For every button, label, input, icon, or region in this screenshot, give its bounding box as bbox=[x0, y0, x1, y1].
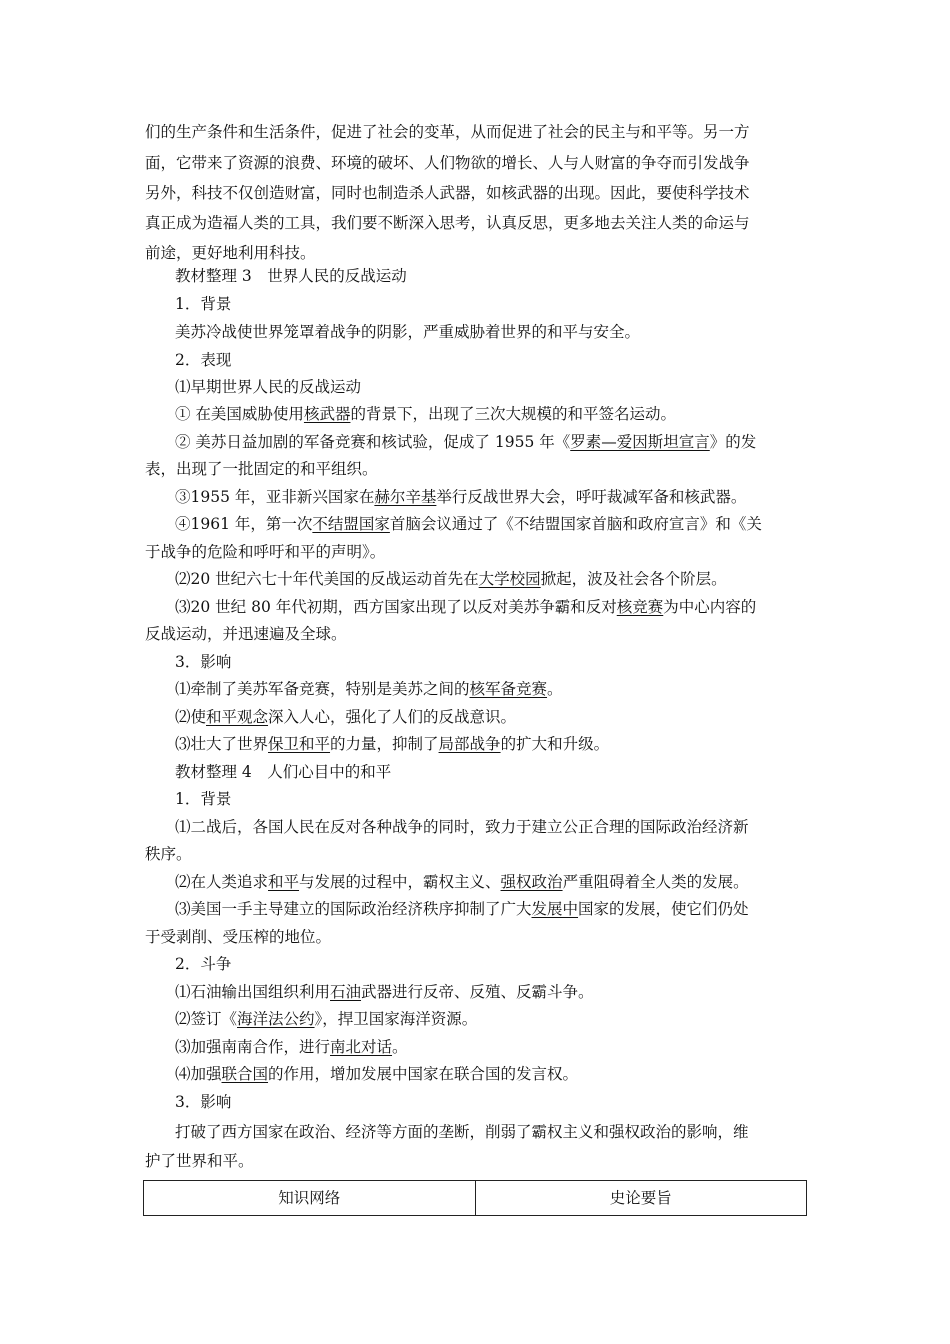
text-segment: 》，捍卫国家海洋资源。 bbox=[314, 1010, 478, 1028]
text-line bbox=[145, 122, 810, 142]
text-line bbox=[145, 213, 810, 233]
text-segment: 真正成为造福人类的工具，我们要不断深入思考，认真反思，更多地去关注人类的命运与 bbox=[145, 214, 750, 232]
text-segment: 表，出现了一批固定的和平组织。 bbox=[145, 460, 378, 478]
text-segment: 首脑会议通过了《不结盟国家首脑和政府宣言》和《关 bbox=[389, 515, 762, 533]
text-segment: 举行反战世界大会，呼吁裁减军备和核武器。 bbox=[436, 488, 747, 506]
text-line bbox=[175, 1037, 810, 1057]
text-segment: 教材整理 3 世界人民的反战运动 bbox=[175, 267, 407, 285]
underlined-term: 南北对话 bbox=[330, 1038, 393, 1056]
text-line bbox=[175, 954, 810, 974]
text-segment: 秩序。 bbox=[145, 845, 192, 863]
text-segment: ⑶加强南南合作，进行 bbox=[175, 1038, 331, 1056]
text-line bbox=[175, 734, 810, 754]
text-line bbox=[145, 459, 810, 479]
text-segment: 为中心内容的 bbox=[663, 598, 757, 616]
text-segment: 严重阻碍着全人类的发展。 bbox=[562, 873, 749, 891]
underlined-term: 发展中 bbox=[531, 900, 579, 918]
text-line bbox=[145, 243, 810, 263]
text-line bbox=[175, 762, 810, 782]
text-segment: 于战争的危险和呼吁和平的声明》。 bbox=[145, 543, 386, 561]
text-segment: ⑶壮大了世界 bbox=[175, 735, 269, 753]
text-segment: ⑴早期世界人民的反战运动 bbox=[175, 378, 362, 396]
underlined-term: 强权政治 bbox=[500, 873, 563, 891]
text-segment: 前途，更好地利用科技。 bbox=[145, 244, 316, 262]
text-segment: 1．背景 bbox=[175, 295, 232, 313]
text-line bbox=[175, 1009, 810, 1029]
text-segment: 》的发 bbox=[709, 433, 757, 451]
underlined-term: 局部战争 bbox=[438, 735, 501, 753]
text-line bbox=[175, 707, 810, 727]
text-line bbox=[145, 183, 810, 203]
text-segment: ⑴石油输出国组织利用 bbox=[175, 983, 331, 1001]
text-segment: 面，它带来了资源的浪费、环境的破坏、人们物欲的增长、人与人财富的争夺而引发战争 bbox=[145, 154, 750, 172]
text-line bbox=[175, 1064, 810, 1084]
text-segment: ③1955 年，亚非新兴国家在 bbox=[175, 488, 375, 506]
underlined-term: 和平观念 bbox=[206, 708, 269, 726]
text-segment: ⑶美国一手主导建立的国际政治经济秩序抑制了广大 bbox=[175, 900, 532, 918]
text-line bbox=[175, 1092, 810, 1112]
text-line bbox=[175, 817, 810, 837]
text-line bbox=[145, 844, 810, 864]
underlined-term: 保卫和平 bbox=[268, 735, 331, 753]
text-segment: 们的生产条件和生活条件，促进了社会的变革，从而促进了社会的民主与和平等。另一方 bbox=[145, 123, 750, 141]
text-line bbox=[175, 679, 810, 699]
underlined-term: 联合国 bbox=[221, 1065, 269, 1083]
text-line bbox=[175, 982, 810, 1002]
text-line bbox=[145, 1151, 810, 1171]
text-segment: 。 bbox=[547, 680, 563, 698]
text-segment: 的背景下，出现了三次大规模的和平签名运动。 bbox=[350, 405, 676, 423]
text-segment: ⑵使 bbox=[175, 708, 207, 726]
text-line bbox=[175, 487, 810, 507]
text-line bbox=[175, 1122, 810, 1142]
text-segment: ⑵20 世纪六七十年代美国的反战运动首先在 bbox=[175, 570, 479, 588]
text-segment: 护了世界和平。 bbox=[145, 1152, 254, 1170]
text-segment: 的作用，增加发展中国家在联合国的发言权。 bbox=[268, 1065, 579, 1083]
underlined-term: 大学校园 bbox=[478, 570, 541, 588]
text-segment: 3．影响 bbox=[175, 653, 232, 671]
text-segment: ⑷加强 bbox=[175, 1065, 222, 1083]
text-segment: ⑴二战后，各国人民在反对各种战争的同时，致力于建立公正合理的国际政治经济新 bbox=[175, 818, 749, 836]
text-line bbox=[175, 597, 810, 617]
text-line bbox=[145, 153, 810, 173]
text-line bbox=[175, 789, 810, 809]
text-segment: 1．背景 bbox=[175, 790, 232, 808]
text-line bbox=[175, 350, 810, 370]
text-segment: ② 美苏日益加剧的军备竞赛和核试验，促成了 1955 年《 bbox=[175, 433, 571, 451]
text-segment: 的力量，抑制了 bbox=[330, 735, 439, 753]
text-segment: 国家的发展，使它们仍处 bbox=[578, 900, 749, 918]
text-segment: 2．斗争 bbox=[175, 955, 232, 973]
table-header-knowledge-network: 知识网络 bbox=[144, 1181, 476, 1216]
underlined-term: 赫尔辛基 bbox=[374, 488, 437, 506]
text-segment: 打破了西方国家在政治、经济等方面的垄断，削弱了霸权主义和强权政治的影响，维 bbox=[175, 1123, 749, 1141]
text-line bbox=[175, 404, 810, 424]
text-segment: ④1961 年，第一次 bbox=[175, 515, 313, 533]
text-segment: 2．表现 bbox=[175, 351, 232, 369]
text-segment: 于受剥削、受压榨的地位。 bbox=[145, 928, 332, 946]
text-line bbox=[175, 514, 810, 534]
underlined-term: 核竞赛 bbox=[616, 598, 664, 616]
text-line bbox=[175, 872, 810, 892]
text-segment: ⑶20 世纪 80 年代初期，西方国家出现了以反对美苏争霸和反对 bbox=[175, 598, 617, 616]
table-header-historical-theses: 史论要旨 bbox=[475, 1181, 807, 1216]
text-segment: 与发展的过程中，霸权主义、 bbox=[299, 873, 501, 891]
text-line bbox=[175, 266, 810, 286]
text-segment: 3．影响 bbox=[175, 1093, 232, 1111]
text-segment: 武器进行反帝、反殖、反霸斗争。 bbox=[361, 983, 594, 1001]
underlined-term: 核军备竞赛 bbox=[469, 680, 548, 698]
text-line bbox=[145, 542, 810, 562]
text-line bbox=[175, 377, 810, 397]
underlined-term: 和平 bbox=[268, 873, 300, 891]
text-line bbox=[175, 652, 810, 672]
underlined-term: 石油 bbox=[330, 983, 362, 1001]
text-line bbox=[145, 624, 810, 644]
text-line bbox=[175, 899, 810, 919]
text-line bbox=[175, 294, 810, 314]
text-segment: ⑵在人类追求 bbox=[175, 873, 269, 891]
text-segment: ⑵签订《 bbox=[175, 1010, 238, 1028]
text-segment: 美苏冷战使世界笼罩着战争的阴影，严重威胁着世界的和平与安全。 bbox=[175, 323, 641, 341]
text-line bbox=[175, 432, 810, 452]
knowledge-table bbox=[143, 1180, 807, 1216]
text-segment: 深入人心，强化了人们的反战意识。 bbox=[268, 708, 517, 726]
text-segment: 反战运动，并迅速遍及全球。 bbox=[145, 625, 347, 643]
underlined-term: 不结盟国家 bbox=[312, 515, 390, 533]
text-segment: 掀起，波及社会各个阶层。 bbox=[540, 570, 727, 588]
text-line bbox=[175, 322, 810, 342]
text-segment: ⑴牵制了美苏军备竞赛，特别是美苏之间的 bbox=[175, 680, 470, 698]
text-segment: 的扩大和升级。 bbox=[500, 735, 610, 753]
text-segment: 教材整理 4 人们心目中的和平 bbox=[175, 763, 392, 781]
text-line bbox=[145, 927, 810, 947]
text-segment: 另外，科技不仅创造财富，同时也制造杀人武器，如核武器的出现。因此，要使科学技术 bbox=[145, 184, 750, 202]
underlined-term: 罗素—爱因斯坦宣言 bbox=[570, 433, 710, 451]
text-segment: 。 bbox=[392, 1038, 408, 1056]
text-line bbox=[175, 569, 810, 589]
text-segment: ① 在美国威胁使用 bbox=[175, 405, 304, 423]
underlined-term: 海洋法公约 bbox=[237, 1010, 315, 1028]
underlined-term: 核武器 bbox=[303, 405, 351, 423]
